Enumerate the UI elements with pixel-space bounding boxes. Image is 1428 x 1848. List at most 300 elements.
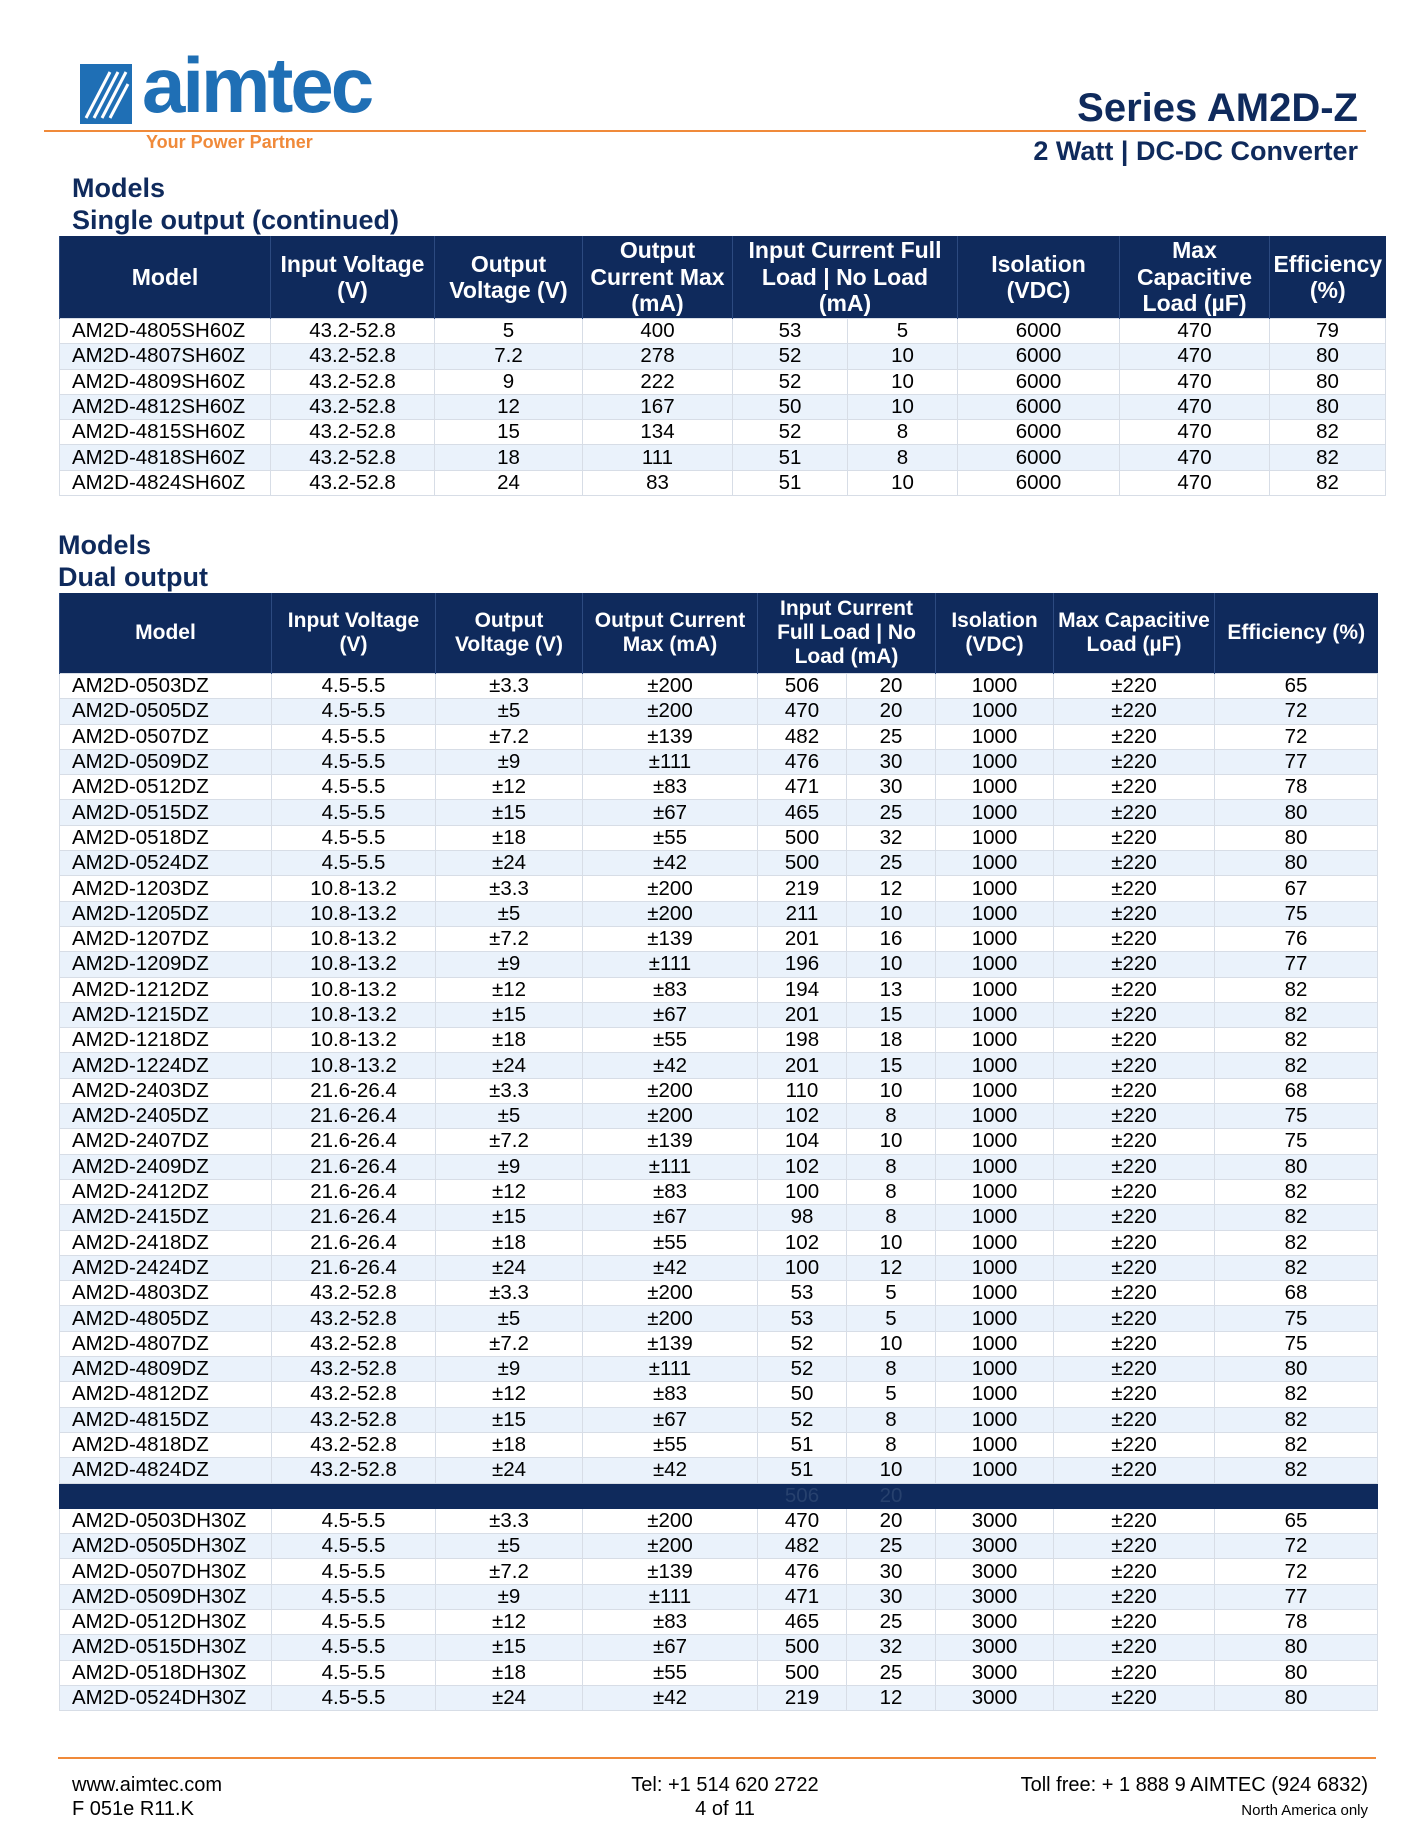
header-max-capacitive-load: Max Capacitive Load (µF) — [1054, 593, 1215, 674]
table-cell: 72 — [1215, 724, 1378, 749]
table-cell: ±220 — [1054, 1002, 1215, 1027]
table-cell: ±220 — [1054, 1331, 1215, 1356]
table-cell: 21.6-26.4 — [272, 1230, 436, 1255]
table-row — [60, 1104, 1378, 1129]
header-output-current: Output Current Max (mA) — [583, 236, 733, 319]
table-cell: 25 — [847, 800, 936, 825]
table-cell: 43.2-52.8 — [271, 319, 435, 344]
table-cell: ±220 — [1054, 1382, 1215, 1407]
table-cell: 1000 — [936, 775, 1054, 800]
table-cell: 4.5-5.5 — [272, 674, 436, 699]
table-cell: 53 — [758, 1281, 847, 1306]
table-cell: 100 — [758, 1255, 847, 1280]
table-cell: 476 — [758, 1559, 847, 1584]
table-cell: 10.8-13.2 — [272, 952, 436, 977]
table-cell: ±220 — [1054, 1053, 1215, 1078]
table-cell: ±220 — [1054, 1685, 1215, 1710]
table-cell: ±220 — [1054, 1028, 1215, 1053]
table-cell: ±220 — [1054, 775, 1215, 800]
table-row — [60, 699, 1378, 724]
table-cell: 3000 — [936, 1559, 1054, 1584]
table-cell: 201 — [758, 1002, 847, 1027]
model-cell: AM2D-1224DZ — [60, 1053, 272, 1078]
table-cell: 82 — [1215, 1053, 1378, 1078]
table-cell: 6000 — [958, 470, 1120, 495]
logo-tagline: Your Power Partner — [146, 132, 313, 152]
model-cell: AM2D-0518DZ — [60, 825, 272, 850]
table-cell: ±220 — [1054, 1584, 1215, 1609]
table-cell: 21.6-26.4 — [272, 1205, 436, 1230]
table-cell: 77 — [1215, 749, 1378, 774]
table-cell: ±220 — [1054, 1635, 1215, 1660]
table-cell: ±3.3 — [436, 674, 583, 699]
table-cell: 82 — [1215, 1230, 1378, 1255]
table-cell: 1000 — [936, 1078, 1054, 1103]
table-cell: 4.5-5.5 — [272, 775, 436, 800]
table-row — [60, 1028, 1378, 1053]
table-cell: 72 — [1215, 1534, 1378, 1559]
table-cell: 102 — [758, 1154, 847, 1179]
table-cell: 102 — [758, 1104, 847, 1129]
table-row — [60, 1002, 1378, 1027]
table-row — [60, 1382, 1378, 1407]
table-row — [60, 926, 1378, 951]
table-cell: ±67 — [583, 1407, 758, 1432]
table-cell: ±7.2 — [436, 1559, 583, 1584]
table-cell: 8 — [847, 1179, 936, 1204]
table-cell: 15 — [435, 420, 583, 445]
model-cell: AM2D-2415DZ — [60, 1205, 272, 1230]
series-title: Series AM2D-Z — [1077, 86, 1358, 130]
table-cell: 196 — [758, 952, 847, 977]
table-cell: ±5 — [436, 699, 583, 724]
table-cell: 1000 — [936, 1129, 1054, 1154]
table-cell: 20 — [847, 1483, 936, 1508]
table-cell: 30 — [847, 1559, 936, 1584]
table-cell: 18 — [435, 445, 583, 470]
table-cell: 10 — [847, 1230, 936, 1255]
table-cell: 1000 — [936, 1331, 1054, 1356]
table-cell: 1000 — [936, 1357, 1054, 1382]
table-cell: 506 — [758, 1483, 847, 1508]
table-cell: 4.5-5.5 — [272, 1584, 436, 1609]
table-cell: ±220 — [1054, 1281, 1215, 1306]
table-cell: ±220 — [1054, 1179, 1215, 1204]
table-cell: 82 — [1215, 977, 1378, 1002]
table-cell: ±15 — [436, 1407, 583, 1432]
table-cell: 5 — [847, 1281, 936, 1306]
table-cell: 1000 — [936, 1002, 1054, 1027]
table-cell: 104 — [758, 1129, 847, 1154]
table-cell: 80 — [1215, 1357, 1378, 1382]
table-row — [60, 1129, 1378, 1154]
table-cell: 500 — [758, 851, 847, 876]
model-cell: AM2D-0509DH30Z — [60, 1584, 272, 1609]
model-cell: AM2D-0524DZ — [60, 851, 272, 876]
table-row — [60, 800, 1378, 825]
model-cell: AM2D-1209DZ — [60, 952, 272, 977]
table-cell: 13 — [847, 977, 936, 1002]
model-cell: AM2D-0505DH30Z — [60, 1534, 272, 1559]
table-cell: ±83 — [583, 775, 758, 800]
header-max-capacitive-load: Max Capacitive Load (µF) — [1120, 236, 1270, 319]
table-row — [60, 1635, 1378, 1660]
table-cell: 25 — [847, 1660, 936, 1685]
table-cell: ±3.3 — [436, 876, 583, 901]
table-cell: 82 — [1215, 1255, 1378, 1280]
footer-toll-free: Toll free: + 1 888 9 AIMTEC (924 6832) — [1020, 1774, 1368, 1796]
table-cell: 8 — [847, 1154, 936, 1179]
footer-website[interactable]: www.aimtec.com — [72, 1774, 223, 1796]
table-cell: 50 — [758, 1382, 847, 1407]
table-cell: 30 — [847, 749, 936, 774]
model-cell: AM2D-4809SH60Z — [60, 369, 271, 394]
table-cell: 4.5-5.5 — [272, 699, 436, 724]
table-cell: 1000 — [936, 674, 1054, 699]
table-cell: 470 — [1120, 445, 1270, 470]
footer-divider — [58, 1757, 1376, 1759]
table-cell: ±220 — [1054, 1534, 1215, 1559]
table-cell: 219 — [758, 876, 847, 901]
table-row — [60, 1078, 1378, 1103]
table-cell: 10 — [848, 470, 958, 495]
table-cell: ±220 — [1054, 926, 1215, 951]
table-cell: 52 — [733, 344, 848, 369]
model-cell: AM2D-2405DZ — [60, 1104, 272, 1129]
table-cell: ±15 — [436, 1205, 583, 1230]
table-cell: 1000 — [936, 952, 1054, 977]
table-cell: 25 — [847, 1609, 936, 1634]
table-row — [60, 1508, 1378, 1533]
footer-telephone: Tel: +1 514 620 2722 — [631, 1774, 819, 1796]
dual-output-table — [59, 593, 1378, 1711]
table-cell: 5 — [848, 319, 958, 344]
table-cell: ±220 — [1054, 1306, 1215, 1331]
table-row — [60, 369, 1386, 394]
table-row — [60, 1407, 1378, 1432]
table-cell: 201 — [758, 1053, 847, 1078]
table-cell: ±220 — [1054, 674, 1215, 699]
table-cell: 82 — [1215, 1382, 1378, 1407]
model-cell: AM2D-0505DZ — [60, 699, 272, 724]
table-cell: 10.8-13.2 — [272, 926, 436, 951]
table-cell: 80 — [1215, 825, 1378, 850]
table-cell: 76 — [1215, 926, 1378, 951]
table-cell: 18 — [847, 1028, 936, 1053]
table-cell: ±220 — [1054, 825, 1215, 850]
table-row — [60, 394, 1386, 419]
table-cell: ±24 — [436, 1458, 583, 1483]
table-cell: 10.8-13.2 — [272, 1002, 436, 1027]
table-cell: ±111 — [583, 1357, 758, 1382]
table-cell: 10.8-13.2 — [272, 1053, 436, 1078]
table-cell: 6000 — [958, 445, 1120, 470]
table-cell: 1000 — [936, 926, 1054, 951]
model-cell: AM2D-0503DZ — [60, 674, 272, 699]
table-cell: 8 — [847, 1205, 936, 1230]
table-cell: 1000 — [936, 1306, 1054, 1331]
table-cell: ±220 — [1054, 1508, 1215, 1533]
model-cell: AM2D-0515DZ — [60, 800, 272, 825]
table-cell: ±220 — [1054, 699, 1215, 724]
table-cell: ±220 — [1054, 901, 1215, 926]
table-cell: 465 — [758, 800, 847, 825]
table-cell: ±111 — [583, 952, 758, 977]
table-cell: ±200 — [583, 876, 758, 901]
table-cell: 43.2-52.8 — [272, 1306, 436, 1331]
table-cell: ±15 — [436, 1635, 583, 1660]
model-cell: AM2D-0515DH30Z — [60, 1635, 272, 1660]
table-cell: ±139 — [583, 926, 758, 951]
model-cell: AM2D-4824SH60Z — [60, 470, 271, 495]
table-row — [60, 1458, 1378, 1483]
table-cell: 222 — [583, 369, 733, 394]
model-cell: AM2D-0518DH30Z — [60, 1660, 272, 1685]
table-cell: 470 — [758, 699, 847, 724]
table-cell: ±220 — [1054, 952, 1215, 977]
model-cell — [60, 1483, 272, 1508]
table-cell: ±42 — [583, 1255, 758, 1280]
table-cell: ±12 — [436, 1382, 583, 1407]
table-cell: 80 — [1270, 394, 1386, 419]
table-cell: 82 — [1270, 420, 1386, 445]
table-cell: ±3.3 — [436, 1078, 583, 1103]
table-cell: ±67 — [583, 800, 758, 825]
table-cell: ±220 — [1054, 1559, 1215, 1584]
table-cell: 211 — [758, 901, 847, 926]
table-cell: ±24 — [436, 851, 583, 876]
table-cell: ±220 — [1054, 1205, 1215, 1230]
table-cell: 4.5-5.5 — [272, 1685, 436, 1710]
table-cell: 53 — [733, 319, 848, 344]
table-cell — [272, 1483, 436, 1508]
table-cell: ±220 — [1054, 977, 1215, 1002]
header-efficiency: Efficiency (%) — [1270, 236, 1386, 319]
table-cell: 5 — [435, 319, 583, 344]
table-cell: 21.6-26.4 — [272, 1255, 436, 1280]
table-cell: 500 — [758, 1660, 847, 1685]
table-cell: ±55 — [583, 1432, 758, 1457]
table-cell: 10 — [848, 394, 958, 419]
table-cell: ±220 — [1054, 1078, 1215, 1103]
table-cell: 65 — [1215, 1508, 1378, 1533]
header-model: Model — [60, 593, 272, 674]
table-cell: 219 — [758, 1685, 847, 1710]
table-cell — [436, 1483, 583, 1508]
table-cell: ±55 — [583, 1230, 758, 1255]
table-cell: ±9 — [436, 1584, 583, 1609]
table-row — [60, 1534, 1378, 1559]
model-cell: AM2D-0512DH30Z — [60, 1609, 272, 1634]
table-cell: 110 — [758, 1078, 847, 1103]
table-row — [60, 1255, 1378, 1280]
table-cell: 1000 — [936, 1104, 1054, 1129]
table-row — [60, 1331, 1378, 1356]
header-model: Model — [60, 236, 271, 319]
table-cell: ±200 — [583, 699, 758, 724]
table-cell: 471 — [758, 775, 847, 800]
table-row — [60, 674, 1378, 699]
table-cell: 476 — [758, 749, 847, 774]
model-cell: AM2D-4818SH60Z — [60, 445, 271, 470]
table-cell: ±200 — [583, 901, 758, 926]
table-cell: ±5 — [436, 1306, 583, 1331]
table-cell: 4.5-5.5 — [272, 749, 436, 774]
table-cell: ±55 — [583, 1028, 758, 1053]
table-cell: ±220 — [1054, 1154, 1215, 1179]
table-cell: 43.2-52.8 — [271, 445, 435, 470]
table-row — [60, 1154, 1378, 1179]
table-cell — [583, 1483, 758, 1508]
model-cell: AM2D-2424DZ — [60, 1255, 272, 1280]
table-cell: 3000 — [936, 1685, 1054, 1710]
table-cell: ±111 — [583, 1584, 758, 1609]
table-cell: 6000 — [958, 344, 1120, 369]
model-cell: AM2D-1215DZ — [60, 1002, 272, 1027]
header-input-current: Input Current Full Load | No Load (mA) — [733, 236, 958, 319]
model-cell: AM2D-4812SH60Z — [60, 394, 271, 419]
table-cell: 10 — [847, 1458, 936, 1483]
logo-mark-icon — [80, 64, 132, 124]
table-cell: 15 — [847, 1053, 936, 1078]
series-subtitle: 2 Watt | DC-DC Converter — [1033, 136, 1358, 166]
table-cell: 52 — [733, 369, 848, 394]
table-cell: ±67 — [583, 1002, 758, 1027]
table-cell: 43.2-52.8 — [272, 1458, 436, 1483]
table-cell: 470 — [1120, 420, 1270, 445]
table-cell: 1000 — [936, 1281, 1054, 1306]
table-cell: 10 — [847, 901, 936, 926]
table-cell: 194 — [758, 977, 847, 1002]
table-cell: ±18 — [436, 1432, 583, 1457]
table-cell: 43.2-52.8 — [272, 1407, 436, 1432]
table-cell: 67 — [1215, 876, 1378, 901]
table-cell: 4.5-5.5 — [272, 1508, 436, 1533]
table-cell: 4.5-5.5 — [272, 851, 436, 876]
model-cell: AM2D-2403DZ — [60, 1078, 272, 1103]
header-output-current: Output Current Max (mA) — [583, 593, 758, 674]
table-cell: 8 — [848, 445, 958, 470]
table-cell — [936, 1483, 1054, 1508]
table-cell: 16 — [847, 926, 936, 951]
table-row — [60, 1559, 1378, 1584]
table-cell: 500 — [758, 1635, 847, 1660]
single-section-title: Models — [72, 173, 166, 203]
table-cell: 83 — [583, 470, 733, 495]
table-cell: 400 — [583, 319, 733, 344]
table-cell: 10 — [847, 1331, 936, 1356]
table-cell: 75 — [1215, 1331, 1378, 1356]
table-cell: 21.6-26.4 — [272, 1129, 436, 1154]
table-cell: ±83 — [583, 1179, 758, 1204]
table-cell: ±24 — [436, 1685, 583, 1710]
table-cell: 470 — [1120, 470, 1270, 495]
table-cell: ±15 — [436, 800, 583, 825]
table-cell: 8 — [847, 1407, 936, 1432]
table-cell: 1000 — [936, 876, 1054, 901]
table-cell: 1000 — [936, 1255, 1054, 1280]
table-cell: ±220 — [1054, 1129, 1215, 1154]
table-cell: 68 — [1215, 1281, 1378, 1306]
table-cell: 482 — [758, 1534, 847, 1559]
table-cell: 482 — [758, 724, 847, 749]
table-cell: ±12 — [436, 1179, 583, 1204]
table-cell: ±9 — [436, 1154, 583, 1179]
table-cell: ±18 — [436, 1028, 583, 1053]
table-cell: 43.2-52.8 — [271, 394, 435, 419]
table-row — [60, 1205, 1378, 1230]
table-cell: 1000 — [936, 1154, 1054, 1179]
table-cell: 75 — [1215, 1129, 1378, 1154]
table-row — [60, 344, 1386, 369]
table-cell: 21.6-26.4 — [272, 1078, 436, 1103]
table-cell: 65 — [1215, 674, 1378, 699]
table-cell: 4.5-5.5 — [272, 1609, 436, 1634]
model-cell: AM2D-2418DZ — [60, 1230, 272, 1255]
table-cell: ±7.2 — [436, 1129, 583, 1154]
table-cell: ±200 — [583, 1508, 758, 1533]
table-cell: 470 — [1120, 319, 1270, 344]
table-cell: 198 — [758, 1028, 847, 1053]
table-cell: 1000 — [936, 699, 1054, 724]
single-section-subtitle: Single output (continued) — [72, 205, 399, 235]
table-cell: ±220 — [1054, 749, 1215, 774]
table-cell: 80 — [1215, 1685, 1378, 1710]
table-cell: 82 — [1215, 1432, 1378, 1457]
table-cell: 278 — [583, 344, 733, 369]
table-cell: ±42 — [583, 1053, 758, 1078]
table-cell: 20 — [847, 699, 936, 724]
table-cell: 43.2-52.8 — [271, 420, 435, 445]
table-cell: ±220 — [1054, 1458, 1215, 1483]
table-cell: 43.2-52.8 — [272, 1281, 436, 1306]
table-row — [60, 775, 1378, 800]
table-cell: 1000 — [936, 901, 1054, 926]
table-cell: 6000 — [958, 394, 1120, 419]
table-cell: ±5 — [436, 1104, 583, 1129]
table-cell: 3000 — [936, 1660, 1054, 1685]
header-divider — [44, 130, 1366, 132]
table-cell: 82 — [1270, 445, 1386, 470]
table-cell: 80 — [1215, 1154, 1378, 1179]
table-cell: 82 — [1215, 1205, 1378, 1230]
model-cell: AM2D-4805DZ — [60, 1306, 272, 1331]
table-cell: ±83 — [583, 1382, 758, 1407]
table-cell: 7.2 — [435, 344, 583, 369]
table-cell: 52 — [758, 1331, 847, 1356]
table-cell: ±42 — [583, 851, 758, 876]
table-cell: 43.2-52.8 — [272, 1331, 436, 1356]
header-efficiency: Efficiency (%) — [1215, 593, 1378, 674]
header-input-voltage: Input Voltage (V) — [271, 236, 435, 319]
table-row — [60, 1660, 1378, 1685]
table-cell: ±200 — [583, 674, 758, 699]
model-cell: AM2D-4815DZ — [60, 1407, 272, 1432]
table-cell: 12 — [847, 876, 936, 901]
model-cell: AM2D-1218DZ — [60, 1028, 272, 1053]
table-cell: 9 — [435, 369, 583, 394]
model-cell: AM2D-4807DZ — [60, 1331, 272, 1356]
table-row — [60, 1230, 1378, 1255]
table-cell: 500 — [758, 825, 847, 850]
table-cell: 8 — [847, 1432, 936, 1457]
table-cell: 82 — [1215, 1028, 1378, 1053]
table-cell: 465 — [758, 1609, 847, 1634]
model-cell: AM2D-0507DH30Z — [60, 1559, 272, 1584]
footer-form-number: F 051e R11.K — [72, 1798, 194, 1820]
header-input-current: Input Current Full Load | No Load (mA) — [758, 593, 936, 674]
header-output-voltage: Output Voltage (V) — [435, 236, 583, 319]
